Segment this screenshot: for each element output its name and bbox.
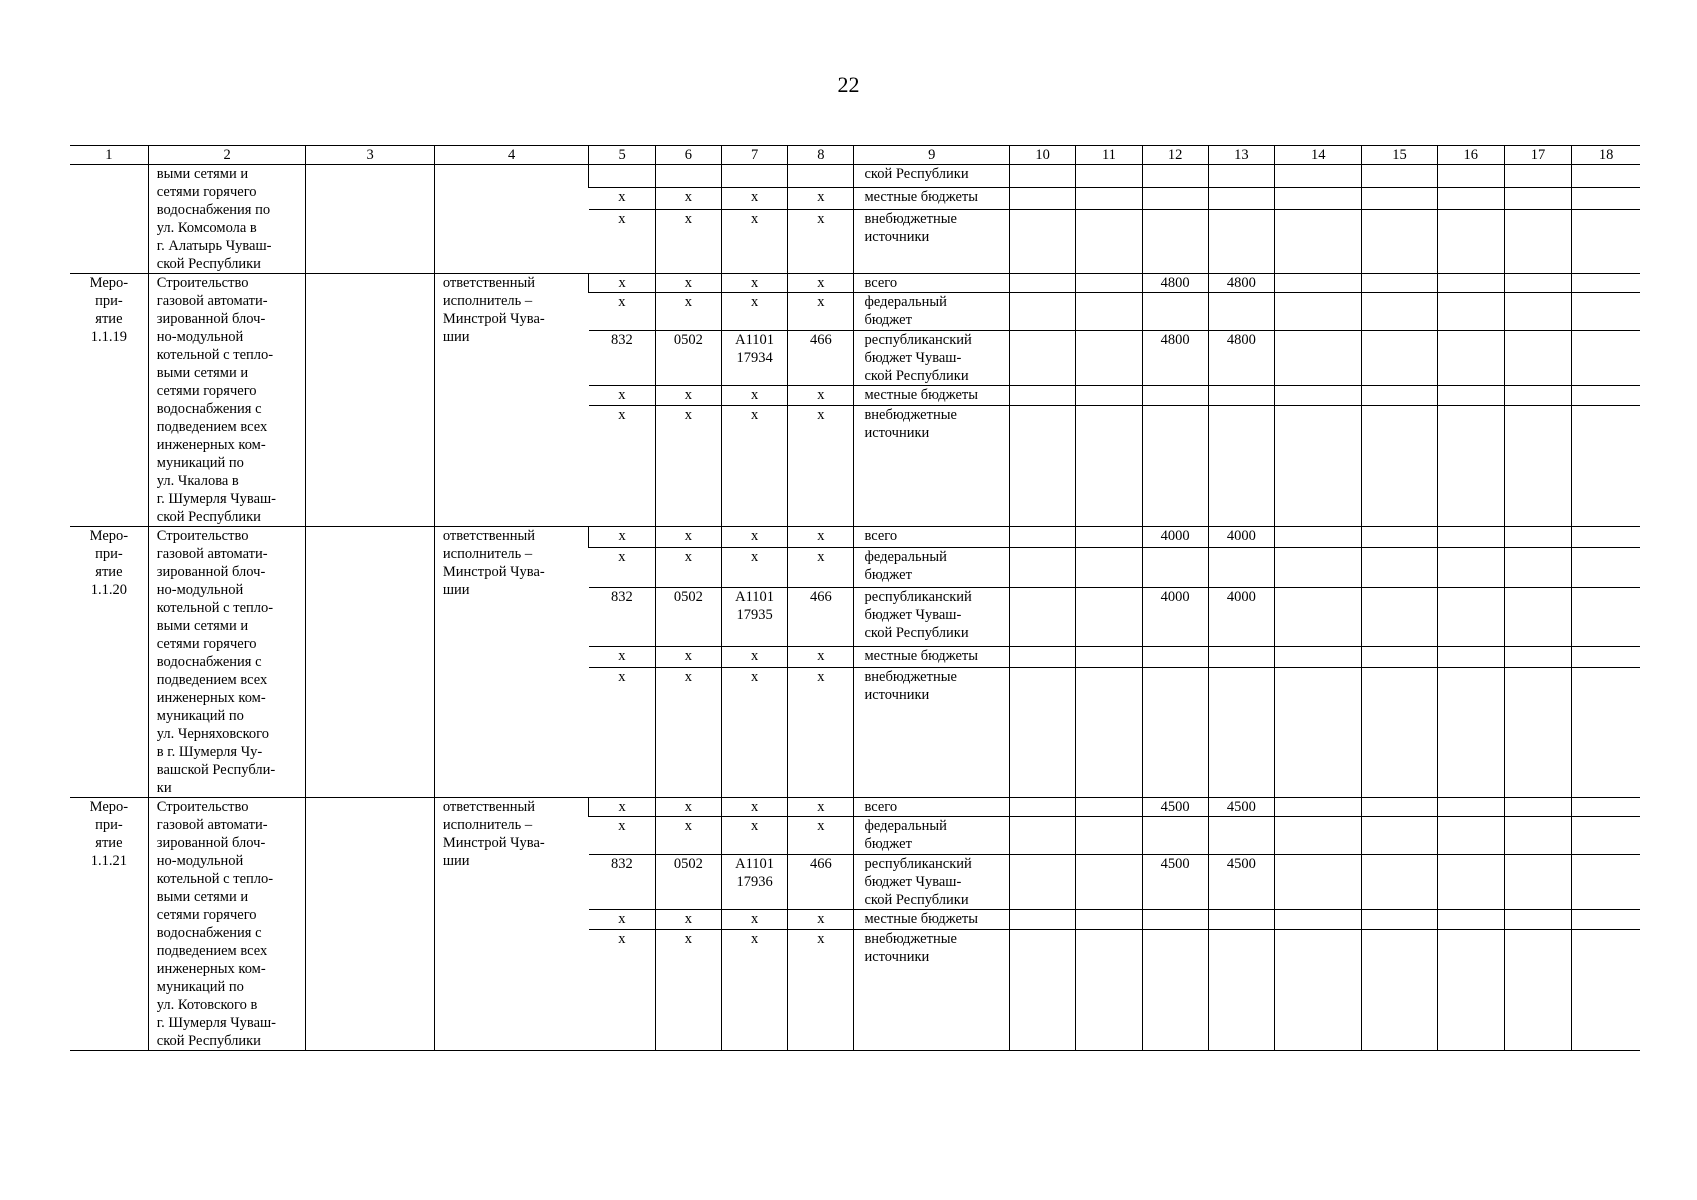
year-cell	[1362, 910, 1437, 929]
target-article-code: х	[721, 293, 787, 330]
amount-col-12	[1142, 405, 1208, 526]
funding-source: ской Республики	[854, 165, 1010, 188]
year-cell	[1362, 165, 1437, 188]
year-cell	[1437, 647, 1504, 668]
year-cell	[1275, 667, 1362, 797]
section-code: х	[655, 798, 721, 817]
year-cell	[1504, 547, 1571, 587]
amount-col-12	[1142, 647, 1208, 668]
grbs-code: 832	[589, 587, 655, 647]
target-article-code: х	[721, 817, 787, 854]
year-cell	[1010, 547, 1076, 587]
year-cell	[1275, 817, 1362, 854]
column-number-7: 7	[721, 146, 787, 165]
year-cell	[1275, 293, 1362, 330]
column-number-12: 12	[1142, 146, 1208, 165]
year-cell	[1362, 798, 1437, 817]
year-cell	[1076, 667, 1142, 797]
table-row	[70, 527, 1640, 548]
target-article-code: х	[721, 910, 787, 929]
amount-col-13: 4500	[1208, 798, 1274, 817]
year-cell	[1275, 854, 1362, 910]
measure-label: Меро- при- ятие 1.1.21	[70, 798, 148, 1051]
year-cell	[1437, 854, 1504, 910]
amount-col-13	[1208, 405, 1274, 526]
year-cell	[1010, 667, 1076, 797]
year-cell	[1572, 187, 1640, 210]
year-cell	[1275, 210, 1362, 274]
year-cell	[1076, 274, 1142, 293]
funding-source: внебюджетные источники	[854, 405, 1010, 526]
year-cell	[1572, 910, 1640, 929]
target-article-code: х	[721, 647, 787, 668]
funding-source: внебюджетные источники	[854, 210, 1010, 274]
target-article-code: х	[721, 667, 787, 797]
year-cell	[1076, 547, 1142, 587]
year-cell	[1504, 910, 1571, 929]
amount-col-12	[1142, 910, 1208, 929]
year-cell	[1362, 527, 1437, 548]
year-cell	[1504, 587, 1571, 647]
year-cell	[1010, 929, 1076, 1050]
expense-type-code: х	[788, 647, 854, 668]
year-cell	[1504, 274, 1571, 293]
year-cell	[1076, 798, 1142, 817]
expense-type-code: х	[788, 187, 854, 210]
year-cell	[1010, 527, 1076, 548]
year-cell	[1362, 587, 1437, 647]
amount-col-13	[1208, 187, 1274, 210]
section-code: х	[655, 667, 721, 797]
target-article-code: х	[721, 527, 787, 548]
year-cell	[1504, 293, 1571, 330]
year-cell	[1504, 386, 1571, 405]
target-article-code: х	[721, 798, 787, 817]
year-cell	[1275, 798, 1362, 817]
year-cell	[1076, 293, 1142, 330]
column-number-14: 14	[1275, 146, 1362, 165]
year-cell	[1010, 405, 1076, 526]
year-cell	[1362, 330, 1437, 386]
expense-type-code: 466	[788, 330, 854, 386]
executor-cell	[434, 165, 589, 274]
amount-col-12: 4800	[1142, 274, 1208, 293]
section-code: 0502	[655, 854, 721, 910]
column-number-2: 2	[148, 146, 306, 165]
measure-label	[70, 165, 148, 274]
amount-col-13	[1208, 386, 1274, 405]
column-number-17: 17	[1504, 146, 1571, 165]
target-article-code: х	[721, 187, 787, 210]
year-cell	[1275, 587, 1362, 647]
year-cell	[1076, 647, 1142, 668]
year-cell	[1504, 165, 1571, 188]
year-cell	[1362, 187, 1437, 210]
column-3-cell	[306, 165, 434, 274]
year-cell	[1362, 667, 1437, 797]
year-cell	[1572, 929, 1640, 1050]
funding-source: республиканский бюджет Чуваш- ской Республики	[854, 854, 1010, 910]
year-cell	[1076, 330, 1142, 386]
expense-type-code: х	[788, 405, 854, 526]
year-cell	[1076, 187, 1142, 210]
funding-source: местные бюджеты	[854, 187, 1010, 210]
column-number-6: 6	[655, 146, 721, 165]
column-number-10: 10	[1010, 146, 1076, 165]
year-cell	[1437, 210, 1504, 274]
year-cell	[1504, 854, 1571, 910]
expense-type-code: х	[788, 547, 854, 587]
year-cell	[1362, 405, 1437, 526]
amount-col-12	[1142, 817, 1208, 854]
executor-cell: ответственный исполнитель – Минстрой Чува- шии	[434, 798, 589, 1051]
column-3-cell	[306, 527, 434, 798]
grbs-code	[589, 165, 655, 188]
year-cell	[1076, 817, 1142, 854]
year-cell	[1437, 187, 1504, 210]
expense-type-code: х	[788, 798, 854, 817]
amount-col-12: 4000	[1142, 587, 1208, 647]
year-cell	[1275, 647, 1362, 668]
year-cell	[1437, 798, 1504, 817]
funding-source: федеральный бюджет	[854, 293, 1010, 330]
year-cell	[1437, 293, 1504, 330]
year-cell	[1010, 587, 1076, 647]
year-cell	[1437, 330, 1504, 386]
target-article-code: х	[721, 547, 787, 587]
column-number-8: 8	[788, 146, 854, 165]
expense-type-code: х	[788, 667, 854, 797]
year-cell	[1572, 165, 1640, 188]
page-number: 22	[837, 72, 860, 97]
grbs-code: х	[589, 547, 655, 587]
funding-source: всего	[854, 274, 1010, 293]
year-cell	[1572, 274, 1640, 293]
year-cell	[1076, 587, 1142, 647]
grbs-code: х	[589, 667, 655, 797]
year-cell	[1504, 210, 1571, 274]
year-cell	[1572, 386, 1640, 405]
amount-col-13	[1208, 293, 1274, 330]
year-cell	[1275, 330, 1362, 386]
year-cell	[1572, 817, 1640, 854]
column-number-row	[70, 146, 1640, 165]
year-cell	[1010, 274, 1076, 293]
funding-source: внебюджетные источники	[854, 929, 1010, 1050]
grbs-code: х	[589, 527, 655, 548]
grbs-code: х	[589, 293, 655, 330]
year-cell	[1076, 210, 1142, 274]
year-cell	[1076, 165, 1142, 188]
section-code: х	[655, 293, 721, 330]
grbs-code: х	[589, 817, 655, 854]
year-cell	[1010, 293, 1076, 330]
year-cell	[1504, 929, 1571, 1050]
grbs-code: х	[589, 187, 655, 210]
amount-col-12	[1142, 293, 1208, 330]
section-code: 0502	[655, 587, 721, 647]
amount-col-12	[1142, 929, 1208, 1050]
amount-col-13	[1208, 817, 1274, 854]
target-article-code: х	[721, 405, 787, 526]
year-cell	[1362, 647, 1437, 668]
funding-source: республиканский бюджет Чуваш- ской Республики	[854, 330, 1010, 386]
measure-label: Меро- при- ятие 1.1.20	[70, 527, 148, 798]
column-3-cell	[306, 798, 434, 1051]
year-cell	[1275, 929, 1362, 1050]
amount-col-13	[1208, 929, 1274, 1050]
funding-source: местные бюджеты	[854, 647, 1010, 668]
amount-col-13: 4000	[1208, 587, 1274, 647]
year-cell	[1076, 929, 1142, 1050]
measure-name: Строительство газовой автомати- зированной блоч- но-модульной котельной с тепло- выми сетями и сетями горячего водоснабжения с подведением всех инженерных ком- муникаций по ул. Котовского в г. Шумерля Чуваш- ской Республики	[148, 798, 306, 1051]
year-cell	[1504, 817, 1571, 854]
year-cell	[1437, 817, 1504, 854]
year-cell	[1504, 330, 1571, 386]
year-cell	[1010, 165, 1076, 188]
column-number-3: 3	[306, 146, 434, 165]
section-code: х	[655, 547, 721, 587]
section-code: 0502	[655, 330, 721, 386]
section-code: х	[655, 187, 721, 210]
section-code: х	[655, 386, 721, 405]
amount-col-12	[1142, 667, 1208, 797]
year-cell	[1010, 187, 1076, 210]
amount-col-12	[1142, 386, 1208, 405]
section-code: х	[655, 817, 721, 854]
table-row	[70, 798, 1640, 817]
year-cell	[1275, 386, 1362, 405]
year-cell	[1572, 547, 1640, 587]
funding-source: местные бюджеты	[854, 386, 1010, 405]
column-number-4: 4	[434, 146, 589, 165]
executor-cell: ответственный исполнитель – Минстрой Чува- шии	[434, 274, 589, 527]
grbs-code: х	[589, 386, 655, 405]
amount-col-13	[1208, 667, 1274, 797]
expense-type-code: х	[788, 293, 854, 330]
grbs-code: 832	[589, 330, 655, 386]
year-cell	[1437, 405, 1504, 526]
year-cell	[1362, 274, 1437, 293]
year-cell	[1010, 817, 1076, 854]
section-code: х	[655, 929, 721, 1050]
year-cell	[1010, 386, 1076, 405]
table-row	[70, 274, 1640, 293]
expense-type-code: х	[788, 210, 854, 274]
year-cell	[1437, 527, 1504, 548]
year-cell	[1572, 587, 1640, 647]
section-code: х	[655, 910, 721, 929]
column-number-11: 11	[1076, 146, 1142, 165]
year-cell	[1572, 527, 1640, 548]
funding-source: всего	[854, 527, 1010, 548]
amount-col-13	[1208, 165, 1274, 188]
amount-col-13: 4800	[1208, 330, 1274, 386]
grbs-code: х	[589, 405, 655, 526]
year-cell	[1437, 274, 1504, 293]
year-cell	[1076, 854, 1142, 910]
measure-label: Меро- при- ятие 1.1.19	[70, 274, 148, 527]
year-cell	[1076, 405, 1142, 526]
target-article-code: А1101 17935	[721, 587, 787, 647]
year-cell	[1572, 210, 1640, 274]
year-cell	[1362, 293, 1437, 330]
year-cell	[1076, 910, 1142, 929]
year-cell	[1362, 854, 1437, 910]
year-cell	[1572, 798, 1640, 817]
year-cell	[1275, 187, 1362, 210]
year-cell	[1504, 667, 1571, 797]
amount-col-12	[1142, 547, 1208, 587]
column-number-16: 16	[1437, 146, 1504, 165]
year-cell	[1437, 386, 1504, 405]
target-article-code	[721, 165, 787, 188]
grbs-code: х	[589, 929, 655, 1050]
funding-source: местные бюджеты	[854, 910, 1010, 929]
year-cell	[1275, 910, 1362, 929]
target-article-code: х	[721, 210, 787, 274]
year-cell	[1437, 929, 1504, 1050]
target-article-code: А1101 17934	[721, 330, 787, 386]
year-cell	[1504, 187, 1571, 210]
column-number-18: 18	[1572, 146, 1640, 165]
measure-name: Строительство газовой автомати- зированной блоч- но-модульной котельной с тепло- выми сетями и сетями горячего водоснабжения с подведением всех инженерных ком- муникаций по ул. Чкалова в г. Шумерля Чуваш- ской Республики	[148, 274, 306, 527]
year-cell	[1010, 798, 1076, 817]
column-number-1: 1	[70, 146, 148, 165]
target-article-code: х	[721, 386, 787, 405]
year-cell	[1504, 647, 1571, 668]
year-cell	[1010, 854, 1076, 910]
year-cell	[1275, 405, 1362, 526]
section-code: х	[655, 274, 721, 293]
year-cell	[1572, 667, 1640, 797]
column-number-9: 9	[854, 146, 1010, 165]
funding-source: всего	[854, 798, 1010, 817]
expense-type-code: 466	[788, 854, 854, 910]
funding-source: федеральный бюджет	[854, 817, 1010, 854]
table-body	[70, 165, 1640, 1051]
measure-name: выми сетями и сетями горячего водоснабжения по ул. Комсомола в г. Алатырь Чуваш- ской Республики	[148, 165, 306, 274]
year-cell	[1504, 527, 1571, 548]
amount-col-13: 4000	[1208, 527, 1274, 548]
year-cell	[1010, 647, 1076, 668]
year-cell	[1275, 527, 1362, 548]
year-cell	[1362, 929, 1437, 1050]
year-cell	[1362, 386, 1437, 405]
year-cell	[1275, 274, 1362, 293]
grbs-code: х	[589, 798, 655, 817]
year-cell	[1275, 547, 1362, 587]
target-article-code: х	[721, 274, 787, 293]
year-cell	[1076, 527, 1142, 548]
year-cell	[1362, 547, 1437, 587]
year-cell	[1572, 293, 1640, 330]
amount-col-12	[1142, 210, 1208, 274]
expense-type-code: х	[788, 817, 854, 854]
executor-cell: ответственный исполнитель – Минстрой Чува- шии	[434, 527, 589, 798]
amount-col-13	[1208, 547, 1274, 587]
expense-type-code: х	[788, 274, 854, 293]
funding-source: внебюджетные источники	[854, 667, 1010, 797]
amount-col-12: 4000	[1142, 527, 1208, 548]
amount-col-13	[1208, 647, 1274, 668]
expense-type-code	[788, 165, 854, 188]
amount-col-12	[1142, 187, 1208, 210]
year-cell	[1572, 405, 1640, 526]
year-cell	[1010, 910, 1076, 929]
amount-col-13	[1208, 910, 1274, 929]
column-number-5: 5	[589, 146, 655, 165]
year-cell	[1504, 405, 1571, 526]
year-cell	[1437, 910, 1504, 929]
year-cell	[1437, 587, 1504, 647]
funding-source: федеральный бюджет	[854, 547, 1010, 587]
grbs-code: х	[589, 647, 655, 668]
section-code: х	[655, 405, 721, 526]
year-cell	[1010, 330, 1076, 386]
expense-type-code: х	[788, 910, 854, 929]
column-number-13: 13	[1208, 146, 1274, 165]
year-cell	[1362, 817, 1437, 854]
year-cell	[1437, 547, 1504, 587]
year-cell	[1437, 165, 1504, 188]
section-code: х	[655, 647, 721, 668]
amount-col-13: 4800	[1208, 274, 1274, 293]
grbs-code: х	[589, 274, 655, 293]
grbs-code: 832	[589, 854, 655, 910]
column-number-15: 15	[1362, 146, 1437, 165]
funding-table	[70, 145, 1640, 1051]
measure-name: Строительство газовой автомати- зированной блоч- но-модульной котельной с тепло- выми сетями и сетями горячего водоснабжения с подведением всех инженерных ком- муникаций по ул. Черняховского в г. Шумерля Чу- вашской Республи- ки	[148, 527, 306, 798]
section-code: х	[655, 527, 721, 548]
section-code	[655, 165, 721, 188]
funding-source: республиканский бюджет Чуваш- ской Республики	[854, 587, 1010, 647]
amount-col-12: 4500	[1142, 798, 1208, 817]
year-cell	[1504, 798, 1571, 817]
year-cell	[1572, 647, 1640, 668]
amount-col-13: 4500	[1208, 854, 1274, 910]
expense-type-code: х	[788, 527, 854, 548]
year-cell	[1572, 330, 1640, 386]
amount-col-12: 4800	[1142, 330, 1208, 386]
expense-type-code: х	[788, 929, 854, 1050]
target-article-code: х	[721, 929, 787, 1050]
table-row	[70, 165, 1640, 188]
amount-col-13	[1208, 210, 1274, 274]
amount-col-12: 4500	[1142, 854, 1208, 910]
section-code: х	[655, 210, 721, 274]
target-article-code: А1101 17936	[721, 854, 787, 910]
year-cell	[1437, 667, 1504, 797]
column-3-cell	[306, 274, 434, 527]
year-cell	[1275, 165, 1362, 188]
year-cell	[1010, 210, 1076, 274]
grbs-code: х	[589, 910, 655, 929]
year-cell	[1076, 386, 1142, 405]
expense-type-code: х	[788, 386, 854, 405]
year-cell	[1572, 854, 1640, 910]
expense-type-code: 466	[788, 587, 854, 647]
grbs-code: х	[589, 210, 655, 274]
amount-col-12	[1142, 165, 1208, 188]
year-cell	[1362, 210, 1437, 274]
